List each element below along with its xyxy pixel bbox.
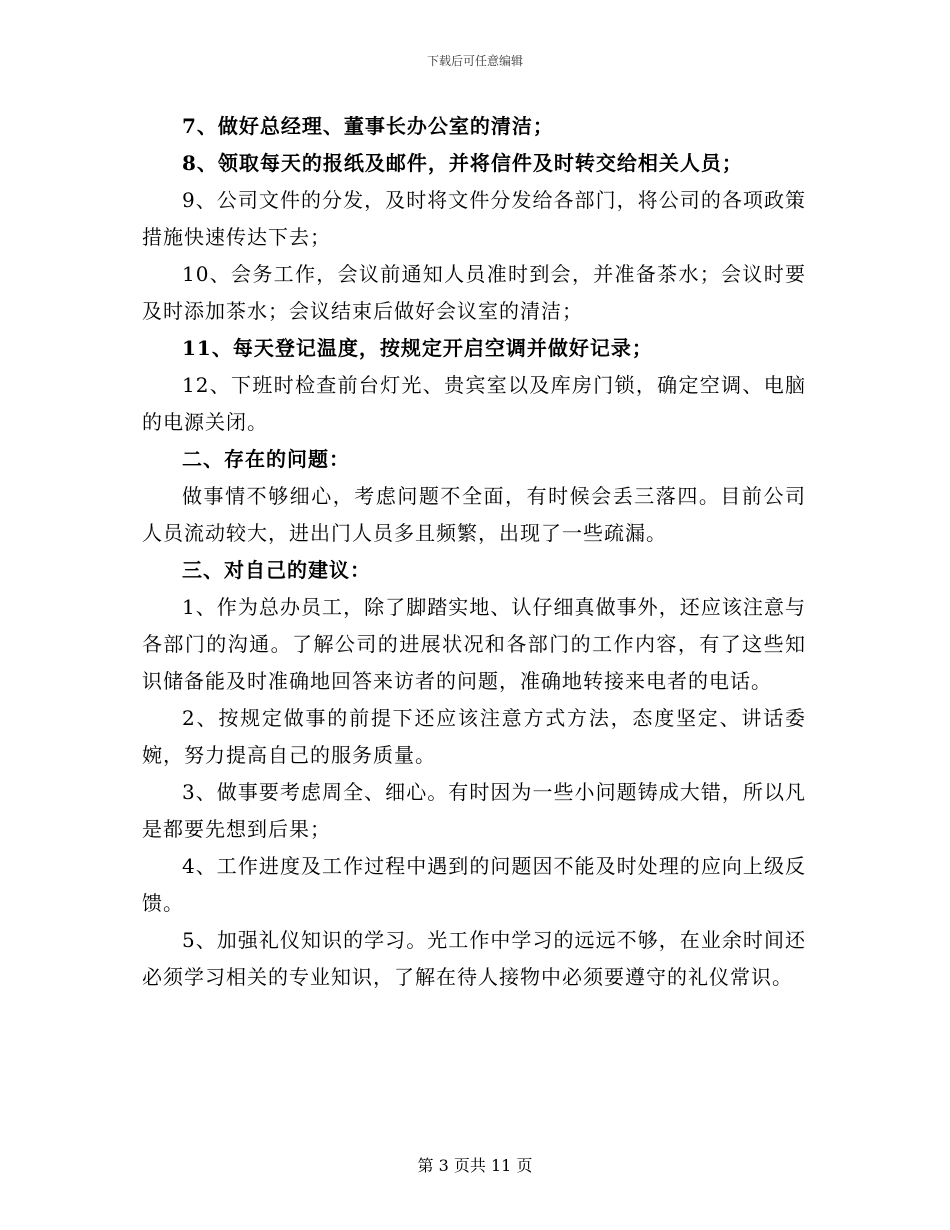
paragraph: 做事情不够细心，考虑问题不全面，有时候会丢三落四。目前公司人员流动较大，进出门人员多且频繁，出现了一些疏漏。 (142, 484, 806, 545)
paragraph: 4、工作进度及工作过程中遇到的问题因不能及时处理的应向上级反馈。 (142, 854, 806, 915)
paragraph: 7、做好总经理、董事长办公室的清洁； (182, 114, 554, 138)
paragraph: 11、每天登记温度，按规定开启空调并做好记录； (182, 336, 653, 360)
paragraph: 3、做事要考虑周全、细心。有时因为一些小问题铸成大错，所以凡是都要先想到后果； (142, 780, 806, 841)
document-body (142, 108, 806, 996)
paragraph: 8、领取每天的报纸及邮件，并将信件及时转交给相关人员； (182, 151, 743, 175)
page-footer: 第 3 页共 11 页 (417, 1156, 533, 1175)
paragraph: 12、下班时检查前台灯光、贵宾室以及库房门锁，确定空调、电脑的电源关闭。 (142, 373, 806, 434)
paragraph: 2、按规定做事的前提下还应该注意方式方法，态度坚定、讲话委婉，努力提高自己的服务质量。 (142, 706, 806, 767)
paragraph: 5、加强礼仪知识的学习。光工作中学习的远远不够，在业余时间还必须学习相关的专业知识，了解在待人接物中必须要遵守的礼仪常识。 (142, 928, 806, 989)
section-heading: 三、对自己的建议： (182, 558, 371, 582)
paragraph: 10、会务工作，会议前通知人员准时到会，并准备茶水；会议时要及时添加茶水；会议结束后做好会议室的清洁； (142, 262, 806, 323)
paragraph: 1、作为总办员工，除了脚踏实地、认仔细真做事外，还应该注意与各部门的沟通。了解公司的进展状况和各部门的工作内容，有了这些知识储备能及时准确地回答来访者的问题，准确地转接来电者的电话。 (142, 595, 806, 693)
section-heading: 二、存在的问题： (182, 447, 350, 471)
paragraph: 9、公司文件的分发，及时将文件分发给各部门，将公司的各项政策措施快速传达下去； (142, 188, 806, 249)
page-header: 下载后可任意编辑 (426, 54, 523, 68)
